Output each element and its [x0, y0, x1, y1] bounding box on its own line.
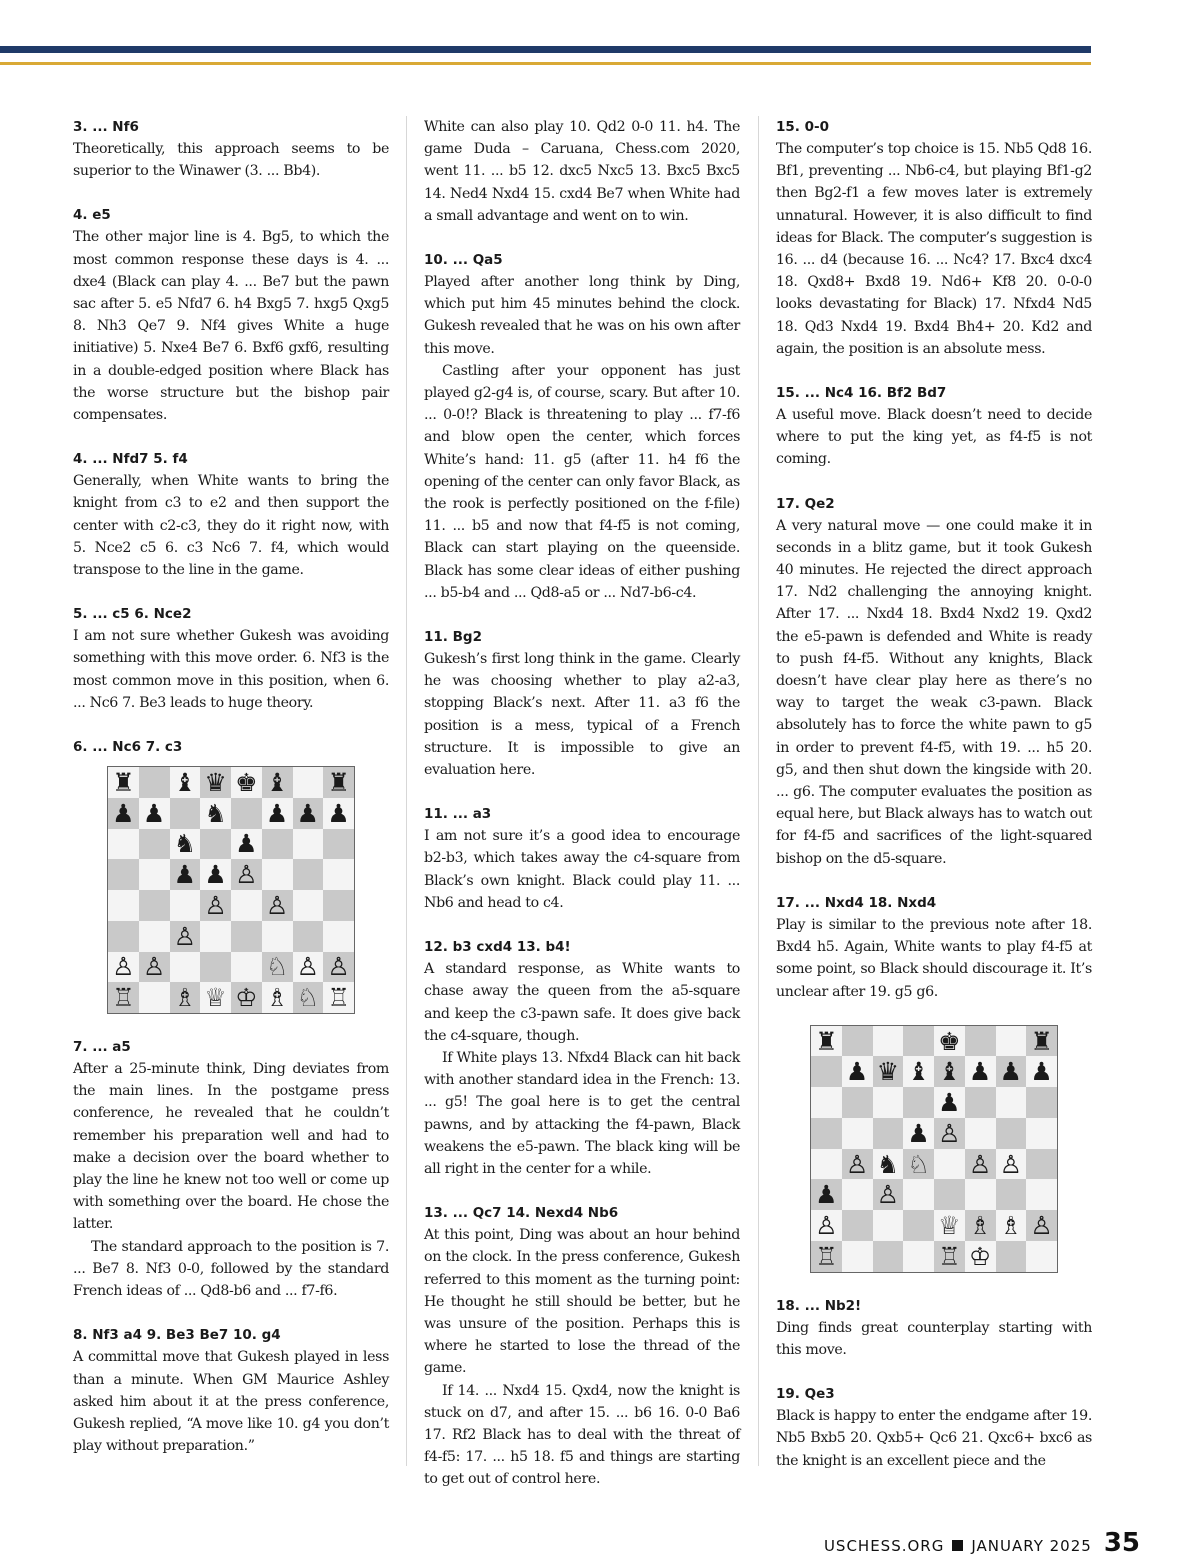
board-square	[200, 859, 231, 890]
annotation-block	[424, 249, 740, 604]
board-square	[934, 1026, 965, 1057]
chess-piece-icon: ♙	[296, 952, 320, 982]
board-square	[323, 859, 354, 890]
chess-piece-icon: ♖	[815, 1241, 838, 1271]
board-square	[903, 1056, 934, 1087]
board-square	[842, 1026, 873, 1057]
board-square	[139, 982, 170, 1013]
move-heading: 13. ... Qc7 14. Nexd4 Nb6	[424, 1205, 619, 1222]
chess-diagram-after-7-c3	[107, 766, 355, 1014]
move-heading: 19. Qe3	[776, 1386, 835, 1403]
chess-piece-icon: ♙	[112, 952, 135, 982]
chess-piece-icon: ♙	[968, 1149, 992, 1179]
board-square	[108, 982, 139, 1013]
chess-piece-icon: ♙	[845, 1149, 869, 1179]
board-square	[200, 952, 231, 983]
board-square	[903, 1087, 934, 1118]
move-heading: 15. ... Nc4 16. Bf2 Bd7	[776, 385, 947, 402]
board-square	[262, 767, 293, 798]
annotation-paragraph: I am not sure whether Gukesh was avoiding something with this move order. 6. Nf3 is the most common move in this position, when 6. ... Nc6 7. Be3 leads to huge theory.	[73, 628, 389, 711]
chess-piece-icon: ♜	[1030, 1026, 1053, 1056]
board-square	[108, 921, 139, 952]
board-square	[903, 1118, 934, 1149]
site-name: USCHESS.ORG	[823, 1537, 945, 1555]
board-square	[996, 1118, 1027, 1149]
board-square	[323, 798, 354, 829]
board-square	[934, 1149, 965, 1180]
board-square	[811, 1118, 842, 1149]
board-square	[262, 982, 293, 1013]
annotation-paragraph: After a 25-minute think, Ding deviates from the main lines. In the postgame press conference, he revealed that he couldn’t remember his preparation well and had to make a decision over the board whether to play the line he knew not too well or come up with something over the board. He chose the latter.	[73, 1061, 389, 1233]
chess-piece-icon: ♟	[845, 1057, 869, 1087]
chess-piece-icon: ♛	[876, 1057, 900, 1087]
board-square	[1026, 1056, 1057, 1087]
chess-piece-icon: ♟	[815, 1180, 838, 1210]
board-square	[200, 890, 231, 921]
board-square	[170, 829, 201, 860]
board-square	[965, 1056, 996, 1087]
annotation-paragraph: Castling after your opponent has just played g2-g4 is, of course, scary. But after 10. ... 0-0!? Black is threatening to play ... f7-f6 and blow open the center, which forces White’s hand: 11. g5 (after 11. h4 f6 the opening of the center can only favor Black, as the rook is perfectly positioned on the f-file) 11. ... b5 and now that f4-f5 is not coming, Black can start playing on the queenside. Black has some clear ideas of either pushing ... b5-b4 and ... Qd8-a5 or ... Nd7-b6-c4.	[424, 362, 740, 601]
annotation-paragraph: Gukesh’s first long think in the game. Clearly he was choosing whether to play a2-a3, stopping Black’s next. After 11. a3 f6 the position is a mess, typical of a French structure. It is impossible to give an evaluation here.	[424, 651, 740, 779]
chess-piece-icon: ♙	[204, 890, 227, 920]
move-heading: 18. ... Nb2!	[776, 1297, 862, 1314]
chess-piece-icon: ♟	[142, 798, 166, 828]
chess-piece-icon: ♙	[235, 860, 258, 890]
annotation-block	[776, 493, 1092, 870]
board-square	[842, 1179, 873, 1210]
board-square	[293, 859, 324, 890]
board-square	[965, 1026, 996, 1057]
board-square	[108, 798, 139, 829]
chess-piece-icon: ♔	[235, 983, 258, 1013]
board-square	[903, 1149, 934, 1180]
header-rule-gold	[0, 62, 1091, 65]
annotation-paragraph: At this point, Ding was about an hour behind on the clock. In the press conference, Gukesh referred to this moment as the turning point: He thought he still should be better, but he was unsure of the position. Perhaps this is where he started to lose the thread of the game.	[424, 1227, 740, 1377]
chess-diagram-after-18-nxd4	[810, 1025, 1058, 1273]
move-heading: 11. ... a3	[424, 806, 492, 823]
board-square	[842, 1118, 873, 1149]
board-square	[139, 859, 170, 890]
annotation-paragraph: Black is happy to enter the endgame after 19. Nb5 Bxb5 20. Qxb5+ Qc6 21. Qxc6+ bxc6 as the knight is an excellent piece and the	[776, 1408, 1092, 1469]
board-square	[1026, 1179, 1057, 1210]
board-square	[200, 921, 231, 952]
annotation-block	[424, 803, 740, 914]
board-square	[170, 921, 201, 952]
board-square	[996, 1026, 1027, 1057]
board-square	[108, 952, 139, 983]
board-square	[170, 798, 201, 829]
chess-piece-icon: ♗	[265, 983, 289, 1013]
board-square	[262, 952, 293, 983]
chess-piece-icon: ♟	[938, 1088, 961, 1118]
board-square	[231, 829, 262, 860]
column-3	[776, 116, 1092, 1494]
board-square	[873, 1179, 904, 1210]
board-square	[811, 1241, 842, 1272]
board-square	[293, 829, 324, 860]
column-1	[73, 116, 389, 1479]
board-square	[873, 1118, 904, 1149]
chess-piece-icon: ♝	[265, 767, 289, 797]
annotation-block	[73, 204, 389, 426]
board-square	[200, 829, 231, 860]
chess-piece-icon: ♟	[112, 798, 135, 828]
annotation-paragraph: A standard response, as White wants to chase away the queen from the a5-square and keep the c3-pawn safe. It does give back the c4-square, though.	[424, 961, 740, 1044]
board-square	[965, 1149, 996, 1180]
chess-piece-icon: ♟	[235, 829, 258, 859]
move-heading: 17. Qe2	[776, 495, 835, 512]
board-square	[903, 1210, 934, 1241]
annotation-paragraph: Ding finds great counterplay starting with this move.	[776, 1319, 1092, 1358]
board-square	[139, 767, 170, 798]
board-square	[842, 1056, 873, 1087]
annotation-paragraph: Generally, when White wants to bring the knight from c3 to e2 and then support the center with c2-c3, they do it right now, with 5. Nce2 c5 6. c3 Nc6 7. f4, which would transpose to the line in the game.	[73, 473, 389, 579]
chess-piece-icon: ♟	[265, 798, 289, 828]
board-square	[139, 952, 170, 983]
chess-piece-icon: ♞	[173, 829, 197, 859]
move-heading: 15. 0-0	[776, 119, 830, 135]
annotation-paragraph: If 14. ... Nxd4 15. Qxd4, now the knight is stuck on d7, and after 15. ... b6 16. 0-0 Ba6 17. Rf2 Black has to deal with the threat of f4-f5: 17. ... h5 18. f5 and things are starting to get out of control here.	[424, 1382, 740, 1488]
move-heading: 4. e5	[73, 207, 111, 224]
move-heading: 3. ... Nf6	[73, 119, 139, 135]
board-square	[200, 767, 231, 798]
board-square	[262, 890, 293, 921]
board-square	[965, 1210, 996, 1241]
chess-piece-icon: ♗	[173, 983, 197, 1013]
board-square	[231, 798, 262, 829]
board-square	[996, 1149, 1027, 1180]
board-square	[170, 890, 201, 921]
chess-piece-icon: ♝	[173, 767, 197, 797]
chess-piece-icon: ♞	[204, 798, 227, 828]
board-square	[139, 798, 170, 829]
board-square	[965, 1179, 996, 1210]
annotation-paragraph: White can also play 10. Qd2 0-0 11. h4. The game Duda – Caruana, Chess.com 2020, went 11. ... b5 12. dxc5 Nxc5 13. Bxc5 Bxc5 14. Ned4 Nxd4 15. cxd4 Be7 when White had a small advantage and went on to win.	[424, 119, 740, 224]
annotation-block	[776, 1295, 1092, 1361]
move-heading: 12. b3 cxd4 13. b4!	[424, 939, 571, 956]
board-square	[934, 1056, 965, 1087]
header-rule-navy	[0, 46, 1091, 53]
chess-piece-icon: ♖	[938, 1241, 961, 1271]
board-square	[231, 859, 262, 890]
chess-piece-icon: ♟	[1030, 1057, 1053, 1087]
chess-piece-icon: ♚	[938, 1026, 961, 1056]
annotation-block	[424, 1202, 740, 1490]
chess-piece-icon: ♙	[876, 1180, 900, 1210]
board-square	[811, 1087, 842, 1118]
chess-piece-icon: ♝	[938, 1057, 961, 1087]
board-square	[1026, 1118, 1057, 1149]
annotation-paragraph: The computer’s top choice is 15. Nb5 Qd8 16. Bf1, preventing ... Nb6-c4, but playing Bf1-g2 then Bg2-f1 a few moves later is extremely unnatural. However, it is also difficult to find ideas for Black. The computer’s suggestion is 16. ... d4 (because 16. ... Nc4? 17. Bxc4 dxc4 18. Qxd8+ Bxd8 19. Nd6+ Kf8 20. 0-0-0 looks devastating for Black) 17. Nfxd4 Nd5 18. Qd3 Nxd4 19. Bxd4 Bh4+ 20. Kd2 and again, the position is an absolute mess.	[776, 141, 1092, 357]
board-square	[323, 767, 354, 798]
annotation-block	[776, 116, 1092, 360]
board-square	[811, 1179, 842, 1210]
chess-piece-icon: ♙	[815, 1211, 838, 1241]
board-square	[293, 890, 324, 921]
board-square	[262, 921, 293, 952]
chess-piece-icon: ♛	[204, 767, 227, 797]
board-square	[965, 1087, 996, 1118]
move-heading: 11. Bg2	[424, 629, 482, 646]
board-square	[139, 829, 170, 860]
board-square	[108, 890, 139, 921]
board-square	[811, 1026, 842, 1057]
board-square	[842, 1087, 873, 1118]
page-footer	[824, 1528, 1140, 1558]
board-square	[231, 921, 262, 952]
board-square	[262, 859, 293, 890]
board-square	[873, 1026, 904, 1057]
board-square	[842, 1241, 873, 1272]
chess-piece-icon: ♔	[968, 1241, 992, 1271]
board-square	[903, 1179, 934, 1210]
board-square	[842, 1210, 873, 1241]
board-square	[323, 952, 354, 983]
move-heading: 10. ... Qa5	[424, 252, 503, 269]
annotation-paragraph: A committal move that Gukesh played in less than a minute. When GM Maurice Ashley asked him about it at the press conference, Gukesh replied, “A move like 10. g4 you don’t play without preparation.”	[73, 1349, 389, 1455]
board-square	[170, 952, 201, 983]
chess-piece-icon: ♘	[296, 983, 320, 1013]
column-divider	[758, 116, 759, 1466]
board-square	[1026, 1241, 1057, 1272]
board-square	[811, 1056, 842, 1087]
chess-piece-icon: ♟	[327, 798, 350, 828]
move-heading: 7. ... a5	[73, 1039, 131, 1056]
board-square	[934, 1241, 965, 1272]
annotation-block	[776, 1383, 1092, 1472]
board-square	[996, 1210, 1027, 1241]
board-square	[170, 767, 201, 798]
column-2	[424, 116, 740, 1513]
board-square	[873, 1241, 904, 1272]
annotation-block	[73, 1036, 389, 1302]
chess-piece-icon: ♜	[112, 767, 135, 797]
issue-date: JANUARY 2025	[971, 1537, 1092, 1555]
annotation-block	[424, 116, 740, 227]
board-square	[996, 1087, 1027, 1118]
board-square	[934, 1087, 965, 1118]
move-heading: 6. ... Nc6 7. c3	[73, 739, 183, 756]
move-heading: 8. Nf3 a4 9. Be3 Be7 10. g4	[73, 1327, 281, 1344]
board-square	[903, 1241, 934, 1272]
chess-piece-icon: ♙	[938, 1118, 961, 1148]
board-square	[1026, 1026, 1057, 1057]
board-square	[293, 982, 324, 1013]
chess-piece-icon: ♜	[815, 1026, 838, 1056]
chess-piece-icon: ♖	[112, 983, 135, 1013]
board-square	[934, 1179, 965, 1210]
board-square	[170, 982, 201, 1013]
chess-piece-icon: ♟	[907, 1118, 930, 1148]
chess-piece-icon: ♙	[142, 952, 166, 982]
chess-piece-icon: ♞	[876, 1149, 900, 1179]
chess-piece-icon: ♙	[327, 952, 350, 982]
board-square	[231, 982, 262, 1013]
board-square	[323, 921, 354, 952]
board-square	[323, 829, 354, 860]
chess-piece-icon: ♜	[327, 767, 350, 797]
annotation-block	[73, 603, 389, 714]
annotation-paragraph: A useful move. Black doesn’t need to decide where to put the king yet, as f4-f5 is not coming.	[776, 407, 1092, 468]
chess-piece-icon: ♙	[265, 890, 289, 920]
chess-piece-icon: ♙	[173, 921, 197, 951]
move-heading: 17. ... Nxd4 18. Nxd4	[776, 894, 937, 911]
column-divider	[406, 116, 407, 1466]
board-square	[262, 798, 293, 829]
chess-piece-icon: ♟	[296, 798, 320, 828]
board-square	[231, 952, 262, 983]
annotation-paragraph: If White plays 13. Nfxd4 Black can hit back with another standard idea in the French: 13. ... g5! The goal here is to get the central pawns, and by attacking the f4-pawn, Black weakens the e5-pawn. The black king will be all right in the center for a while.	[424, 1049, 740, 1177]
chess-piece-icon: ♟	[968, 1057, 992, 1087]
board-square	[108, 829, 139, 860]
chess-piece-icon: ♗	[968, 1211, 992, 1241]
chess-piece-icon: ♗	[999, 1211, 1023, 1241]
move-heading: 5. ... c5 6. Nce2	[73, 606, 192, 623]
chess-piece-icon: ♕	[938, 1211, 961, 1241]
annotation-paragraph: Theoretically, this approach seems to be superior to the Winawer (3. ... Bb4).	[73, 141, 389, 180]
chess-piece-icon: ♘	[265, 952, 289, 982]
chess-piece-icon: ♕	[204, 983, 227, 1013]
board-square	[323, 890, 354, 921]
board-square	[996, 1179, 1027, 1210]
board-square	[293, 952, 324, 983]
board-square	[200, 798, 231, 829]
annotation-block	[776, 382, 1092, 471]
board-square	[996, 1241, 1027, 1272]
board-square	[965, 1241, 996, 1272]
chess-piece-icon: ♟	[999, 1057, 1023, 1087]
annotation-block	[424, 626, 740, 781]
annotation-block	[424, 936, 740, 1180]
move-heading: 4. ... Nfd7 5. f4	[73, 451, 188, 468]
board-square	[262, 829, 293, 860]
board-square	[139, 890, 170, 921]
annotation-block	[73, 1324, 389, 1457]
board-square	[108, 767, 139, 798]
board-square	[934, 1118, 965, 1149]
chess-piece-icon: ♚	[235, 767, 258, 797]
square-separator-icon	[952, 1540, 963, 1551]
board-square	[231, 890, 262, 921]
board-square	[873, 1056, 904, 1087]
board-square	[139, 921, 170, 952]
board-square	[996, 1056, 1027, 1087]
annotation-paragraph: Play is similar to the previous note after 18. Bxd4 h5. Again, White wants to play f4-f5 at some point, so Black should discourage it. It’s unclear after 19. g5 g6.	[776, 916, 1092, 1000]
board-square	[811, 1210, 842, 1241]
board-square	[903, 1026, 934, 1057]
board-square	[293, 921, 324, 952]
chess-piece-icon: ♙	[999, 1149, 1023, 1179]
board-square	[965, 1118, 996, 1149]
annotation-paragraph: The standard approach to the position is 7. ... Be7 8. Nf3 0-0, followed by the standard French ideas of ... Qd8-b6 and ... f7-f6.	[73, 1238, 389, 1300]
board-square	[934, 1210, 965, 1241]
board-square	[200, 982, 231, 1013]
board-square	[293, 798, 324, 829]
annotation-block	[73, 736, 389, 758]
annotation-block	[73, 116, 389, 182]
annotation-paragraph: A very natural move — one could make it in seconds in a blitz game, but it took Gukesh 40 minutes. He rejected the direct approach 17. Nd2 challenging the annoying knight. After 17. ... Nxd4 18. Bxd4 Nxd2 19. Qxd2 the e5-pawn is defended and White is ready to push f4-f5. Without any knights, Black doesn’t have clear play here as there’s no way to target the weak c3-pawn. Black absolutely has to force the white pawn to g5 in order to prevent f4-f5, with 19. ... h5 20. g5, and then shut down the kingside with 20. ... g6. The computer evaluates the position as equal here, but Black always has to watch out for f4-f5 and sacrifices of the light-squared bishop on the d5-square.	[776, 517, 1092, 867]
chess-piece-icon: ♙	[1030, 1211, 1053, 1241]
chess-piece-icon: ♝	[907, 1057, 930, 1087]
board-square	[293, 767, 324, 798]
annotation-block	[776, 892, 1092, 1003]
board-square	[873, 1149, 904, 1180]
chess-piece-icon: ♟	[173, 860, 197, 890]
board-square	[873, 1087, 904, 1118]
board-square	[873, 1210, 904, 1241]
page-number: 35	[1103, 1528, 1140, 1558]
board-square	[811, 1149, 842, 1180]
annotation-paragraph: Played after another long think by Ding, which put him 45 minutes behind the clock. Gukesh revealed that he was on his own after this move.	[424, 274, 740, 357]
board-square	[1026, 1210, 1057, 1241]
board-square	[1026, 1087, 1057, 1118]
chess-piece-icon: ♘	[907, 1149, 930, 1179]
board-square	[108, 859, 139, 890]
board-square	[1026, 1149, 1057, 1180]
annotation-block	[73, 448, 389, 581]
board-square	[231, 767, 262, 798]
board-square	[842, 1149, 873, 1180]
annotation-paragraph: The other major line is 4. Bg5, to which the most common response these days is 4. ... dxe4 (Black can play 4. ... Be7 but the pawn sac after 5. e5 Nfd7 6. h4 Bxg5 7. hxg5 Qxg5 8. Nh3 Qe7 9. Nf4 gives White a huge initiative) 5. Nxe4 Be7 6. Bxf6 gxf6, resulting in a double-edged position where Black has the worse structure but the bishop pair compensates.	[73, 229, 389, 424]
chess-piece-icon: ♟	[204, 860, 227, 890]
chess-piece-icon: ♖	[327, 983, 350, 1013]
board-square	[323, 982, 354, 1013]
board-square	[170, 859, 201, 890]
annotation-paragraph: I am not sure it’s a good idea to encourage b2-b3, which takes away the c4-square from Black’s own knight. Black could play 11. ... Nb6 and head to c4.	[424, 828, 740, 911]
